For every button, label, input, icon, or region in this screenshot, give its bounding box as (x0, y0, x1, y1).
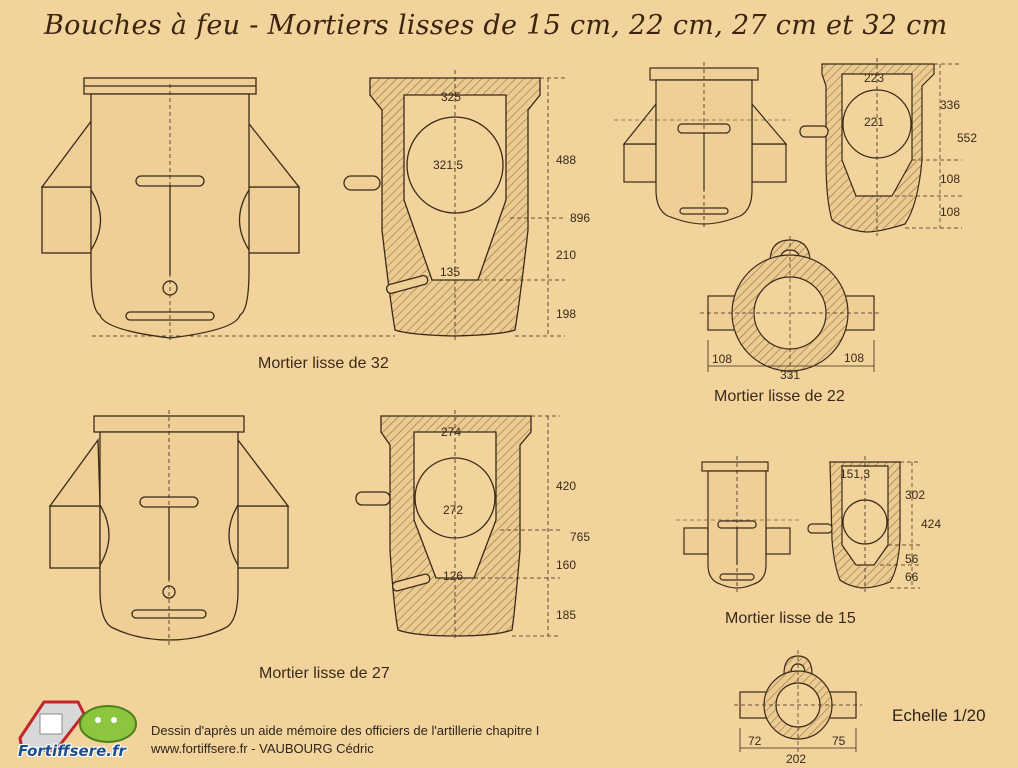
m22-dim-plan-total: 331 (780, 368, 801, 382)
m22-dim-total: 552 (957, 131, 978, 145)
caption-m27: Mortier lisse de 27 (259, 665, 390, 682)
m15-elevation (676, 456, 800, 592)
m15-dim-total: 424 (921, 517, 942, 531)
footer-line-2: www.fortiffsere.fr - VAUBOURG Cédric (151, 741, 374, 756)
m22-dim-d3: 108 (940, 205, 961, 219)
m22-dim-plan-right: 108 (844, 351, 865, 365)
m32-dim-ball: 321,5 (433, 158, 464, 172)
m32-dim-chamber: 135 (440, 265, 461, 279)
m27-dim-d3: 185 (556, 608, 577, 622)
m32-elevation (42, 78, 299, 340)
caption-m22: Mortier lisse de 22 (714, 388, 845, 405)
m22-dim-d2: 108 (940, 172, 961, 186)
m15-dim-plan-left: 72 (748, 734, 762, 748)
m27-dim-chamber: 126 (443, 569, 464, 583)
m32-dim-total: 896 (570, 211, 591, 225)
m32-dim-d2: 210 (556, 248, 577, 262)
m32-dim-bore-top: 325 (441, 90, 462, 104)
m32-dim-d1: 488 (556, 153, 577, 167)
m32-dim-d3: 198 (556, 307, 577, 321)
caption-m15: Mortier lisse de 15 (725, 610, 856, 627)
page-title: Bouches à feu - Mortiers lisses de 15 cm, 22 cm, 27 cm et 32 cm (44, 10, 948, 41)
m15-dim-d2: 56 (905, 552, 919, 566)
m27-dim-d2: 160 (556, 558, 577, 572)
m27-dim-d1: 420 (556, 479, 577, 493)
m15-dim-plan-right: 75 (832, 734, 846, 748)
m22-elevation (614, 62, 790, 228)
footer-credits (151, 722, 539, 758)
footer-line-1: Dessin d'après un aide mémoire des officiers de l'artillerie chapitre I (151, 723, 540, 738)
m22-dim-plan-left: 108 (712, 352, 733, 366)
m15-dim-d3: 66 (905, 570, 919, 584)
m27-dim-ball: 272 (443, 503, 464, 517)
m22-dim-bore-top: 223 (864, 71, 885, 85)
m15-dim-plan-total: 202 (786, 752, 807, 766)
logo-text: Fortiffsere.fr (18, 742, 126, 760)
m15-dim-d1: 302 (905, 488, 926, 502)
m27-section (356, 410, 560, 640)
m22-dim-ball: 221 (864, 115, 885, 129)
caption-m32: Mortier lisse de 32 (258, 355, 389, 372)
m27-elevation (50, 410, 288, 645)
scale-label: Echelle 1/20 (892, 706, 986, 725)
m27-dim-total: 765 (570, 530, 591, 544)
m27-dim-bore-top: 274 (441, 425, 462, 439)
m22-dim-d1: 336 (940, 98, 961, 112)
m15-dim-bore-top: 151,3 (840, 467, 871, 481)
